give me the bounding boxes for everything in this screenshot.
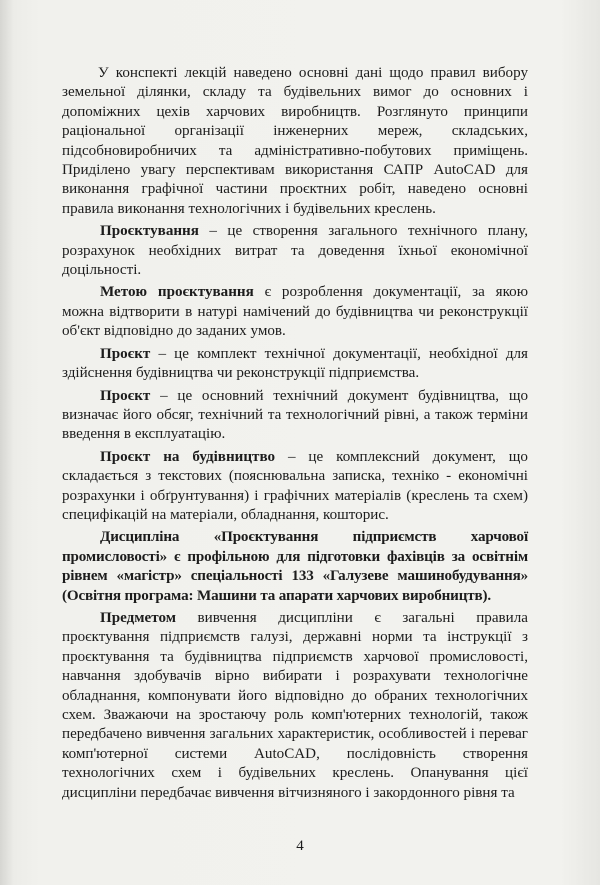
definition-paragraph	[62, 387, 528, 445]
definition-paragraph	[62, 448, 528, 526]
definition-text: – це основний технічний документ будівництва, що визначає його обсяг, технічний та технологічний рівні, а також терміни введення в експлуатацію.	[62, 387, 528, 443]
definition-paragraph	[62, 283, 528, 341]
term: Метою проєктування	[100, 284, 254, 301]
paragraph-text: У конспекті лекцій наведено основні дані щодо правил вибору земельної ділянки, складу та будівельних вимог до основних і допоміжних цехів харчових виробництв. Розглянуто принципи раціональної організації інженерних мереж, складських, підсобновиробничих та адміністративно-побутових приміщень. Приділено увагу перспективам використання САПР AutoCAD для виконання графічної частини проєктних робіт, наведено основні правила виконання технологічних і будівельних креслень.	[62, 65, 528, 217]
definition-text: вивчення дисципліни є загальні правила проєктування підприємств галузі, державні норми та інструкції з проєктування та будівництва підприємств харчової промисловості, навчання здобувачів вірно вибирати і розрахувати технологічне обладнання, компонувати його відповідно до обраних технологічних схем. Зважаючи на зростаючу роль комп'ютерних технологій, також передбачено вивчення загальних характеристик, особливостей і переваг комп'ютерної системи AutoCAD, послідовність створення технологічних схем і будівельних креслень. Опанування цієї дисципліни передбачає вивчення вітчизняного і закордонного рівня та	[62, 609, 528, 801]
term: Предметом	[100, 609, 177, 626]
term: Проєктування	[100, 223, 199, 240]
definition-text: – це комплексний документ, що складається з текстових (пояснювальна записка, техніко - економічні розрахунки і обґрунтування) і графічних матеріалів (креслень та схем) специфікацій на матеріали, обладнання, кошторис.	[62, 448, 528, 523]
definition-paragraph	[62, 345, 528, 384]
discipline-paragraph: Дисципліна «Проєктування підприємств харчової промисловості» є профільною для підготовки фахівців за освітнім рівнем «магістр» спеціальності 133 «Галузеве машинобудування» (Освітня програма: Машини та апарати харчових виробництв).	[62, 529, 528, 604]
definition-paragraph	[62, 222, 528, 280]
definition-text: – це створення загального технічного плану, розрахунок необхідних витрат та доведення їхньої економічної доцільності.	[62, 223, 528, 279]
intro-paragraph	[62, 64, 528, 219]
term: Проєкт на будівництво	[100, 448, 276, 465]
term: Проєкт	[100, 345, 151, 362]
page-number: 4	[296, 838, 304, 854]
subject-paragraph	[62, 609, 528, 803]
term: Проєкт	[100, 387, 151, 404]
definition-text: є розроблення документації, за якою можна відтворити в натурі намічений до будівництва чи реконструкції об'єкт відповідно до заданих умов.	[62, 284, 528, 340]
definition-text: – це комплект технічної документації, необхідної для здійснення будівництва чи реконструкції підприємства.	[62, 345, 528, 382]
page-body	[62, 64, 528, 806]
